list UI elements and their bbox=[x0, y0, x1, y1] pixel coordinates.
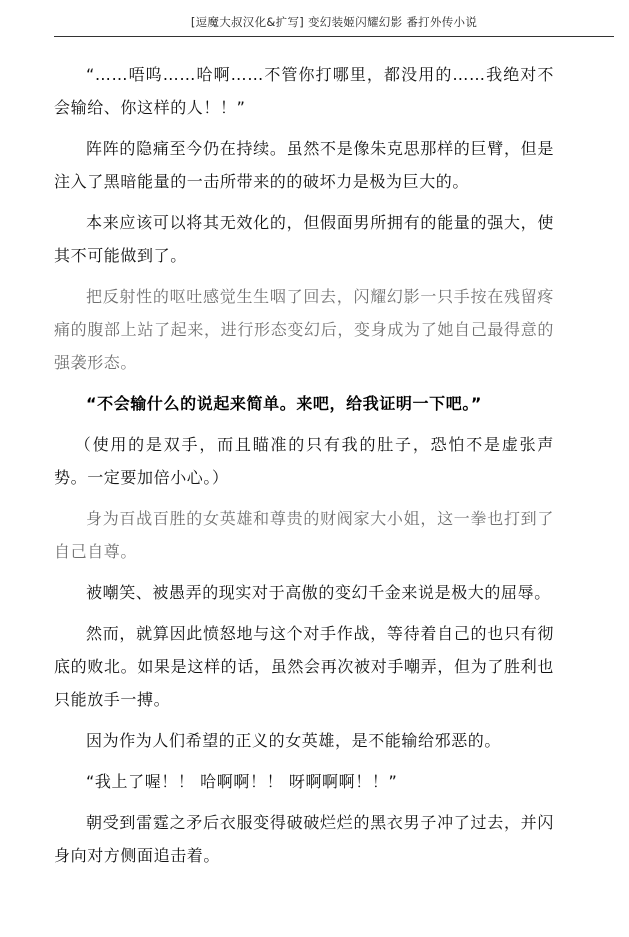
paragraph-12: 朝受到雷霆之矛后衣服变得破破烂烂的黑衣男子冲了过去，并闪身向对方侧面追击着。 bbox=[54, 813, 554, 865]
paragraph-11: “我上了喔！！ 哈啊啊！！ 呀啊啊啊！！” bbox=[86, 772, 398, 791]
paragraph-7: 身为百战百胜的女英雄和尊贵的财阀家大小姐，这一拳也打到了自己自尊。 bbox=[54, 509, 554, 561]
page-header: [逗魔大叔汉化&扩写] 变幻装姬闪耀幻影 番打外传小说 bbox=[190, 15, 478, 29]
paragraph-5: “不会输什么的说起来简单。来吧，给我证明一下吧。” bbox=[86, 394, 483, 413]
header-divider bbox=[54, 36, 614, 37]
paragraph-2: 阵阵的隐痛至今仍在持续。虽然不是像朱克思那样的巨臂，但是注入了黑暗能量的一击所带来的的破坏力是极为巨大的。 bbox=[54, 139, 554, 191]
paragraph-10: 因为作为人们希望的正义的女英雄，是不能输给邪恶的。 bbox=[86, 731, 502, 750]
paragraph-6: （使用的是双手，而且瞄准的只有我的肚子，恐怕不是虚张声势。一定要加倍小心。） bbox=[54, 435, 554, 487]
paragraph-1: “……唔呜……哈啊……不管你打哪里，都没用的……我绝对不会输给、你这样的人！！” bbox=[54, 65, 554, 117]
paragraph-3: 本来应该可以将其无效化的，但假面男所拥有的能量的强大，使其不可能做到了。 bbox=[54, 213, 554, 265]
paragraph-4: 把反射性的呕吐感觉生生咽了回去，闪耀幻影一只手按在残留疼痛的腹部上站了起来，进行形态变幻后，变身成为了她自己最得意的强袭形态。 bbox=[54, 287, 554, 372]
paragraph-8: 被嘲笑、被愚弄的现实对于高傲的变幻千金来说是极大的屈辱。 bbox=[86, 583, 551, 602]
paragraph-9: 然而，就算因此愤怒地与这个对手作战，等待着自己的也只有彻底的败北。如果是这样的话，虽然会再次被对手嘲弄，但为了胜利也只能放手一搏。 bbox=[54, 624, 554, 709]
story-body bbox=[54, 58, 554, 880]
